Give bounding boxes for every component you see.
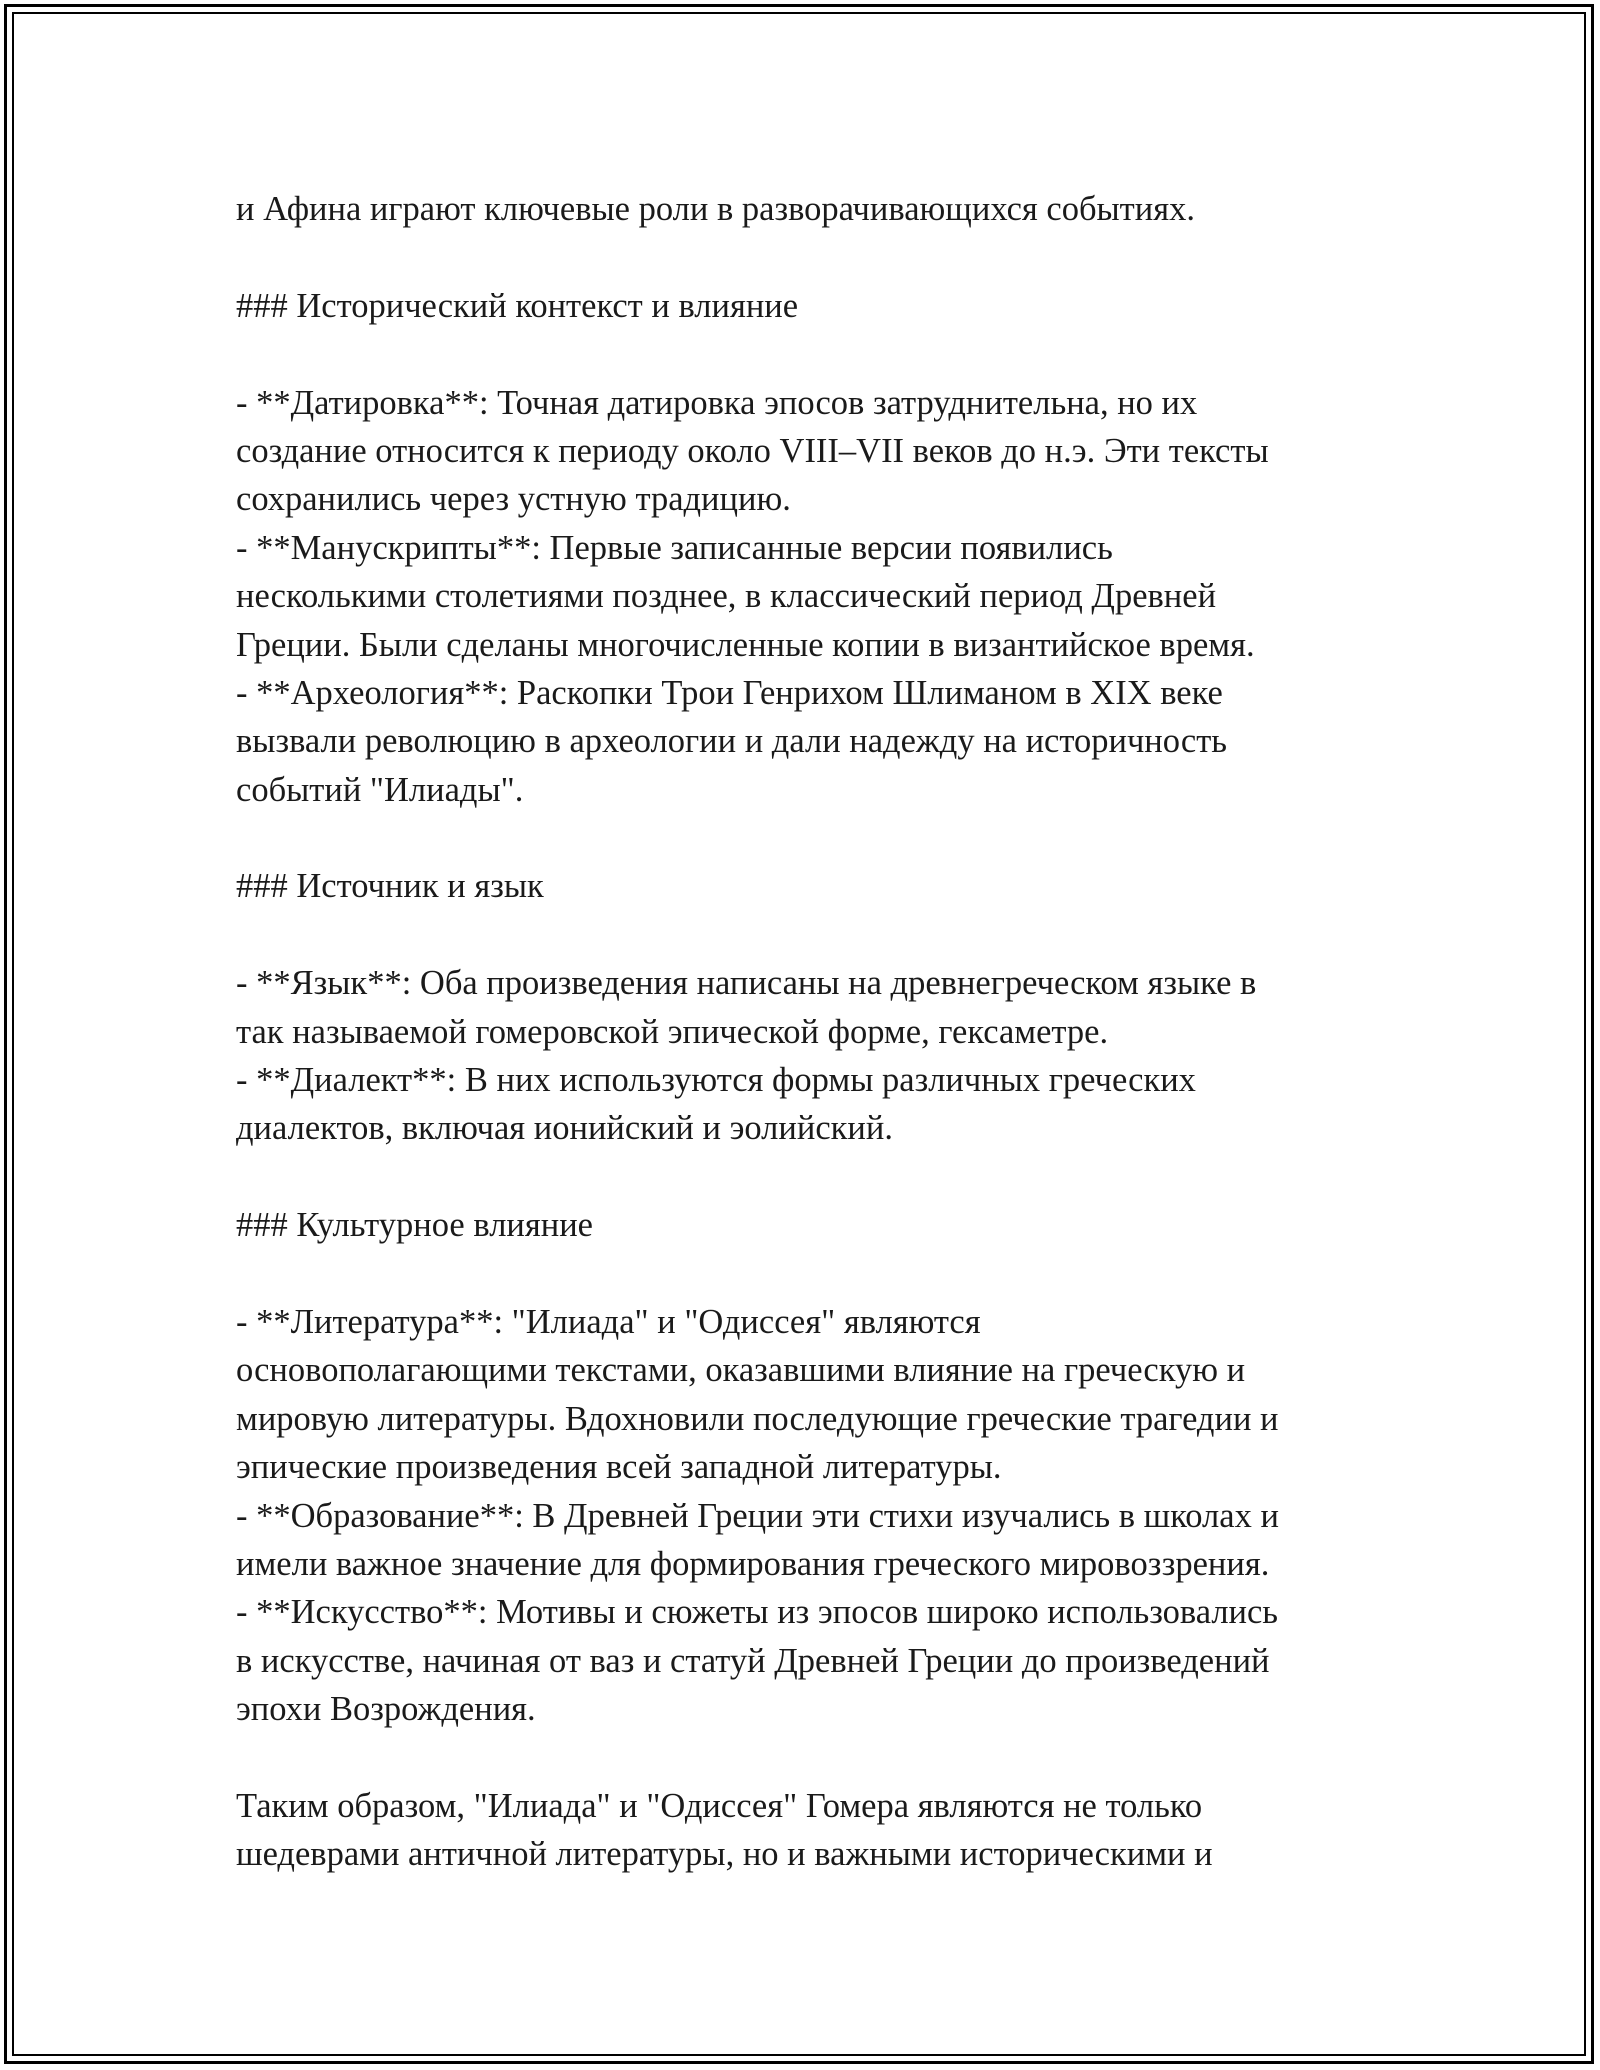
section-heading: ### Культурное влияние — [236, 1206, 593, 1245]
list-item — [236, 379, 1396, 524]
list-item-line: - **Диалект**: В них используются формы различных греческих — [236, 1061, 1196, 1100]
list-item-line: мировую литературы. Вдохновили последующие греческие трагедии и — [236, 1399, 1279, 1438]
list-item — [236, 1056, 1396, 1153]
list-item-line: несколькими столетиями позднее, в классический период Древней — [236, 577, 1217, 616]
spacer — [236, 330, 1396, 378]
section-heading: ### Источник и язык — [236, 867, 544, 906]
list-item-line: имели важное значение для формирования греческого мировоззрения. — [236, 1544, 1270, 1583]
section-heading: ### Исторический контекст и влияние — [236, 286, 799, 325]
spacer — [236, 1153, 1396, 1201]
list-item-line: - **Манускрипты**: Первые записанные версии появились — [236, 528, 1113, 567]
list-item-line: Греции. Были сделаны многочисленные копии в византийское время. — [236, 625, 1255, 664]
list-item — [236, 1298, 1396, 1492]
list-item-line: так называемой гомеровской эпической форме, гексаметре. — [236, 1012, 1109, 1051]
list-item-line: - **Археология**: Раскопки Трои Генрихом Шлиманом в XIX веке — [236, 673, 1223, 712]
list-item-line: сохранились через устную традицию. — [236, 480, 791, 519]
conclusion-paragraph — [236, 1782, 1396, 1879]
list-item-line: событий "Илиады". — [236, 770, 524, 809]
list-item-line: создание относится к периоду около VIII–VII веков до н.э. Эти тексты — [236, 431, 1269, 470]
list-item-line: эпические произведения всей западной литературы. — [236, 1448, 1002, 1487]
spacer — [236, 814, 1396, 862]
list-item-line: - **Искусство**: Мотивы и сюжеты из эпосов широко использовались — [236, 1593, 1279, 1632]
list-item — [236, 1588, 1396, 1733]
spacer — [236, 1250, 1396, 1298]
list-item-line: эпохи Возрождения. — [236, 1690, 536, 1729]
list-item — [236, 524, 1396, 669]
list-item — [236, 959, 1396, 1056]
conclusion-line: Таким образом, "Илиада" и "Одиссея" Гомера являются не только — [236, 1786, 1203, 1825]
spacer — [236, 1734, 1396, 1782]
list-item — [236, 669, 1396, 814]
list-item-line: - **Образование**: В Древней Греции эти стихи изучались в школах и — [236, 1496, 1279, 1535]
list-item-line: основополагающими текстами, оказавшими влияние на греческую и — [236, 1351, 1246, 1390]
conclusion-line: шедеврами античной литературы, но и важными историческими и — [236, 1835, 1213, 1874]
document-body — [236, 185, 1396, 1879]
spacer — [236, 233, 1396, 281]
list-item-line: - **Литература**: "Илиада" и "Одиссея" являются — [236, 1302, 981, 1341]
list-item-line: - **Язык**: Оба произведения написаны на древнегреческом языке в — [236, 964, 1257, 1003]
spacer — [236, 911, 1396, 959]
list-item-line: в искусстве, начиная от ваз и статуй Древней Греции до произведений — [236, 1641, 1270, 1680]
list-item-line: диалектов, включая ионийский и эолийский. — [236, 1109, 893, 1148]
list-item — [236, 1492, 1396, 1589]
intro-line: и Афина играют ключевые роли в разворачивающихся событиях. — [236, 190, 1195, 228]
list-item-line: вызвали революцию в археологии и дали надежду на историчность — [236, 722, 1227, 761]
list-item-line: - **Датировка**: Точная датировка эпосов затруднительна, но их — [236, 383, 1198, 422]
